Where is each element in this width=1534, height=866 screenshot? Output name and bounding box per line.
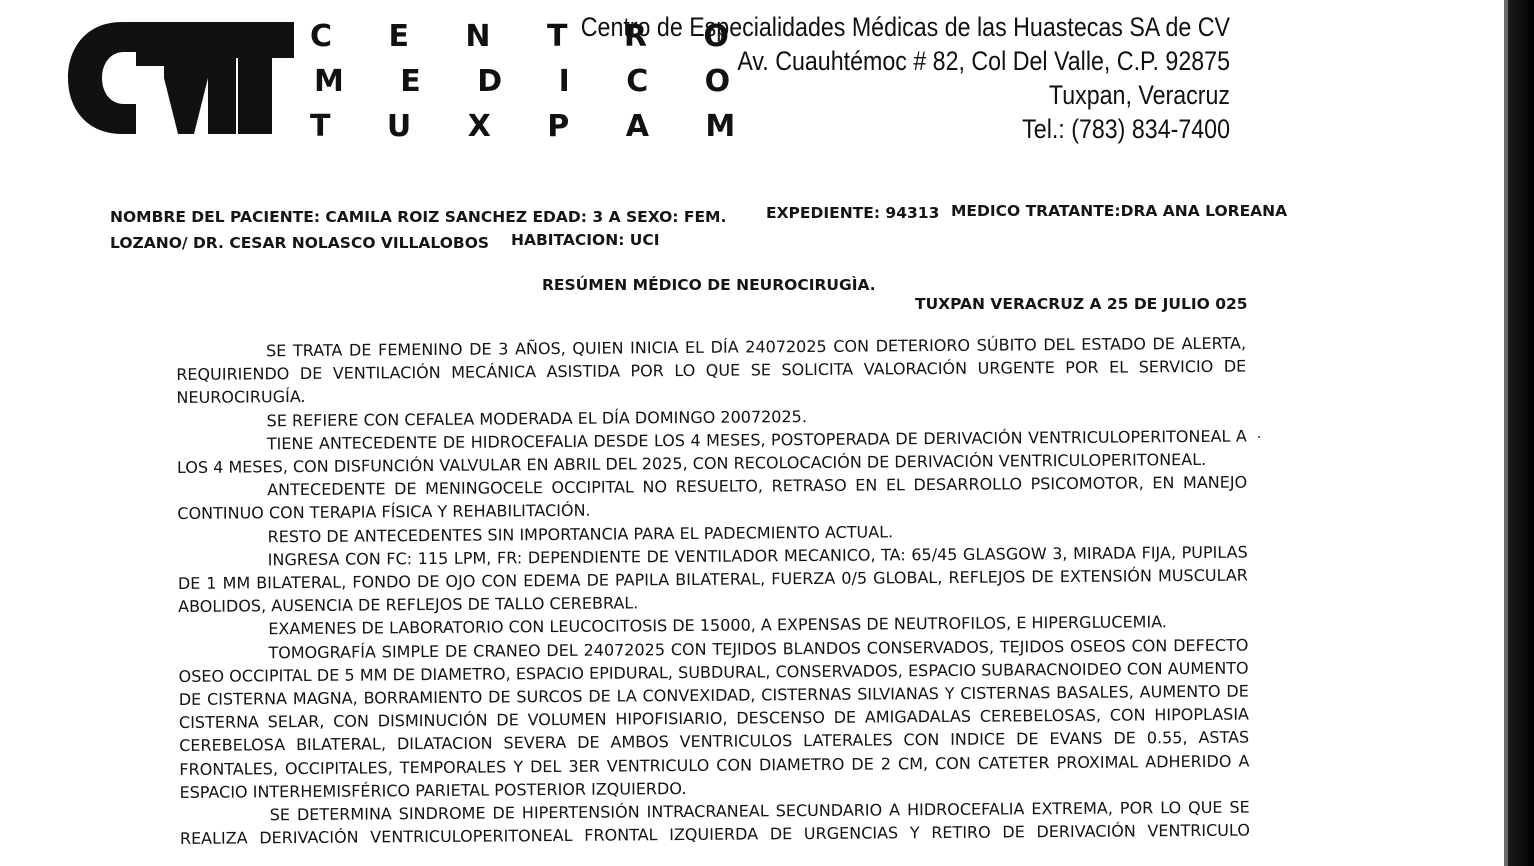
phone-number: Tel.: (783) 834-7400	[1022, 114, 1230, 144]
cmt-logo-mark	[66, 18, 296, 138]
cmt-logo	[66, 18, 296, 138]
document-title: RESÚMEN MÉDICO DE NEUROCIRUGÌA.	[542, 276, 876, 294]
paragraph-1: SE TRATA DE FEMENINO DE 3 AÑOS, QUIEN INICIA EL DÍA 24072025 CON DETERIORO SÚBITO DEL ESTADO DE ALERTA, REQUIRIENDO DE VENTILACIÓN MECÁNICA ASISTIDA POR LO QUE SE SOLICITA VALORACIÓN URGENTE POR EL SERVICIO DE NEUROCIRUGÍA.	[176, 333, 1247, 408]
paragraph-5: RESTO DE ANTECEDENTES SIN IMPORTANCIA PARA EL PADECMIENTO ACTUAL.	[267, 521, 894, 546]
logo-word-tuxpam: T U X P A M	[310, 109, 759, 144]
doctors-line: LOZANO/ DR. CESAR NOLASCO VILLALOBOS	[110, 234, 490, 252]
city-state: Tuxpan, Veracruz	[1048, 80, 1230, 110]
paragraph-2: SE REFIERE CON CEFALEA MODERADA EL DÍA DOMINGO 20072025.	[266, 406, 807, 430]
company-name: Centro de Especialidades Médicas de las Huastecas SA de CV	[580, 12, 1230, 42]
letterhead-address	[576, 10, 1230, 146]
expediente-label: EXPEDIENTE: 94313	[766, 204, 940, 222]
paragraph-7: EXAMENES DE LABORATORIO CON LEUCOCITOSIS DE 15000, A EXPENSAS DE NEUTROFILOS, E HIPERGLUCEMIA.	[268, 612, 1167, 639]
paragraph-4: ANTECEDENTE DE MENINGOCELE OCCIPITAL NO RESUELTO, RETRASO EN EL DESARROLLO PSICOMOTOR, EN MANEJO CONTINUO CON TERAPIA FÍSICA Y REHABILITACIÓN.	[177, 472, 1248, 524]
logo-word-centro: C E N T R O	[310, 19, 752, 54]
habitacion-label: HABITACION: UCI	[511, 231, 660, 249]
place-date: TUXPAN VERACRUZ A 25 DE JULIO 025	[915, 295, 1248, 313]
paragraph-6: INGRESA CON FC: 115 LPM, FR: DEPENDIENTE DE VENTILADOR MECANICO, TA: 65/45 GLASGOW 3, MIRADA FIJA, PUPILAS DE 1 MM BILATERAL, FONDO DE OJO CON EDEMA DE PAPILA BILATERAL, FUERZA 0/5 GLOBAL, REFLEJOS DE EXTENSIÓN MUSCULAR ABOLIDOS, AUSENCIA DE REFLEJOS DE TALLO CEREBRAL.	[177, 542, 1248, 617]
paragraph-8: TOMOGRAFÍA SIMPLE DE CRANEO DEL 24072025 CON TEJIDOS BLANDOS CONSERVADOS, TEJIDOS OSEOS CON DEFECTO OSEO OCCIPITAL DE 5 MM DE DIAMETRO, ESPACIO EPIDURAL, SUBDURAL, CONSERVADOS, ESPACIO SUBARACNOIDEO CON AUMENTO DE CISTERNA MAGNA, BORRAMIENTO DE SURCOS DE LA CONVEXIDAD, CISTERNAS SILVIANAS Y CISTERNAS BASALES, AUMENTO DE CISTERNA SELAR, CON DISMINUCIÓN DE VOLUMEN HIPOFISIARIO, DESCENSO DE AMIGADALAS CEREBELOSAS, CON HIPOPLASIA CEREBELOSA BILATERAL, DILATACION SEVERA DE AMBOS VENTRICULOS LATERALES CON INDICE DE EVANS DE 0.55, ASTAS FRONTALES, OCCIPITALES, TEMPORALES Y DEL 3ER VENTRICULO CON DIAMETRO DE 2 CM, CON CATETER PROXIMAL ADHERIDO A ESPACIO INTERHEMISFÉRICO PARIETAL POSTERIOR IZQUIERDO.	[178, 635, 1250, 802]
patient-name-line: NOMBRE DEL PACIENTE: CAMILA ROIZ SANCHEZ EDAD: 3 A SEXO: FEM.	[110, 208, 727, 226]
scan-speck	[1258, 436, 1260, 438]
scan-edge	[1508, 0, 1534, 866]
paragraph-3: TIENE ANTECEDENTE DE HIDROCEFALIA DESDE LOS 4 MESES, POSTOPERADA DE DERIVACIÓN VENTRICULOPERITONEAL A LOS 4 MESES, CON DISFUNCIÓN VALVULAR EN ABRIL DEL 2025, CON RECOLOCACIÓN DE DERIVACIÓN VENTRICULOPERITONEAL.	[176, 426, 1247, 478]
medico-tratante-label: MEDICO TRATANTE:DRA ANA LOREANA	[951, 202, 1288, 220]
paragraph-9: SE DETERMINA SINDROME DE HIPERTENSIÓN INTRACRANEAL SECUNDARIO A HIDROCEFALIA EXTREMA, POR LO QUE SE REALIZA DERIVACIÓN VENTRICULOPERITONEAL FRONTAL IZQUIERDA DE URGENCIAS Y RETIRO DE DERIVACIÓN VENTRICULO	[179, 797, 1250, 849]
document-body	[176, 332, 1250, 851]
logo-word-medico: M E D I C O	[314, 64, 754, 99]
street-address: Av. Cuauhtémoc # 82, Col Del Valle, C.P. 92875	[737, 46, 1230, 76]
